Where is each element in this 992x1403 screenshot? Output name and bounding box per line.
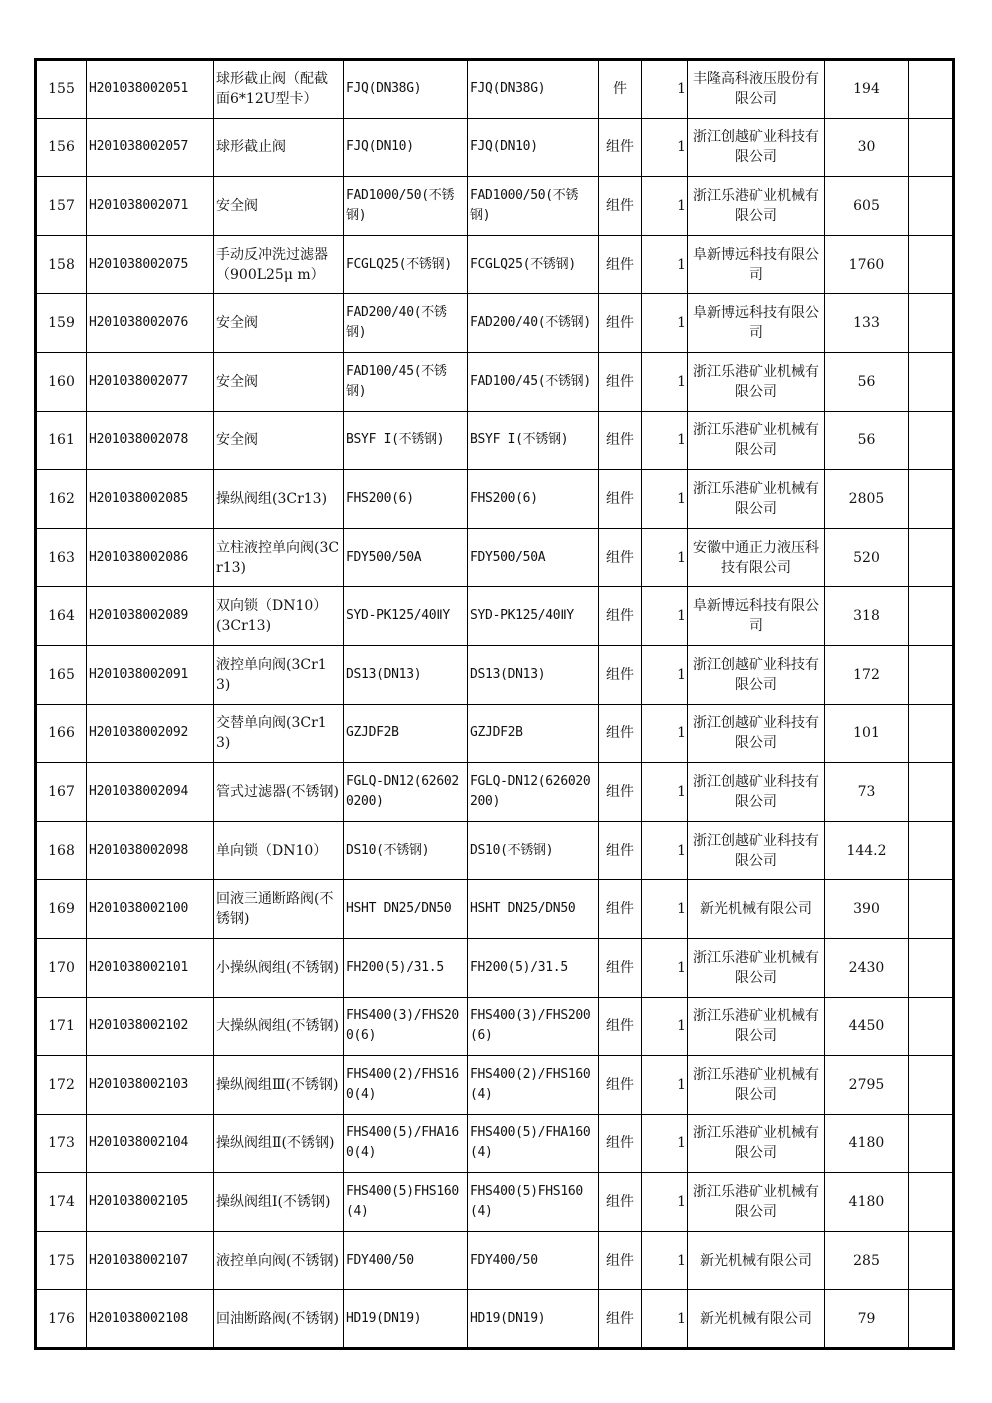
table-row: [36, 997, 954, 1056]
specification-cell: FH200(5)/31.5: [344, 938, 468, 997]
row-number-cell: 172: [36, 1056, 87, 1115]
model-number-cell: DS13(DN13): [468, 645, 599, 704]
specification-cell: FHS400(3)/FHS200(6): [344, 997, 468, 1056]
table-row: [36, 118, 954, 177]
model-number-cell: FJQ(DN10): [468, 118, 599, 177]
manufacturer-cell: 浙江乐港矿业机械有限公司: [688, 352, 825, 411]
material-code-cell: H201038002094: [87, 763, 214, 822]
quantity-cell: 1: [642, 1231, 688, 1290]
specification-cell: SYD-PK125/40ⅡY: [344, 587, 468, 646]
manufacturer-cell: 浙江乐港矿业机械有限公司: [688, 1173, 825, 1232]
unit-cell: 组件: [599, 1056, 642, 1115]
specification-cell: HD19(DN19): [344, 1290, 468, 1349]
manufacturer-cell: 浙江创越矿业科技有限公司: [688, 704, 825, 763]
manufacturer-cell: 浙江乐港矿业机械有限公司: [688, 411, 825, 470]
remarks-cell: [909, 177, 954, 236]
quantity-cell: 1: [642, 1114, 688, 1173]
unit-price-cell: 79: [825, 1290, 909, 1349]
item-name-cell: 回液三通断路阀(不锈钢): [214, 880, 344, 939]
row-number-cell: 173: [36, 1114, 87, 1173]
quantity-cell: 1: [642, 294, 688, 353]
model-number-cell: FGLQ-DN12(626020200): [468, 763, 599, 822]
manufacturer-cell: 丰隆高科液压股份有限公司: [688, 60, 825, 119]
remarks-cell: [909, 1114, 954, 1173]
specification-cell: FAD100/45(不锈钢): [344, 352, 468, 411]
manufacturer-cell: 浙江乐港矿业机械有限公司: [688, 938, 825, 997]
material-code-cell: H201038002091: [87, 645, 214, 704]
unit-price-cell: 1760: [825, 235, 909, 294]
remarks-cell: [909, 528, 954, 587]
remarks-cell: [909, 587, 954, 646]
specification-cell: BSYF I(不锈钢): [344, 411, 468, 470]
item-name-cell: 回油断路阀(不锈钢): [214, 1290, 344, 1349]
material-code-cell: H201038002077: [87, 352, 214, 411]
specification-cell: HSHT DN25/DN50: [344, 880, 468, 939]
table-row: [36, 1231, 954, 1290]
unit-cell: 件: [599, 60, 642, 119]
unit-price-cell: 2805: [825, 470, 909, 529]
item-name-cell: 安全阀: [214, 294, 344, 353]
unit-price-cell: 73: [825, 763, 909, 822]
unit-cell: 组件: [599, 587, 642, 646]
row-number-cell: 161: [36, 411, 87, 470]
row-number-cell: 165: [36, 645, 87, 704]
unit-cell: 组件: [599, 118, 642, 177]
remarks-cell: [909, 411, 954, 470]
model-number-cell: FHS200(6): [468, 470, 599, 529]
table-row: [36, 645, 954, 704]
model-number-cell: FAD1000/50(不锈钢): [468, 177, 599, 236]
material-code-cell: H201038002092: [87, 704, 214, 763]
unit-price-cell: 172: [825, 645, 909, 704]
manufacturer-cell: 浙江乐港矿业机械有限公司: [688, 470, 825, 529]
quantity-cell: 1: [642, 470, 688, 529]
manufacturer-cell: 浙江创越矿业科技有限公司: [688, 645, 825, 704]
row-number-cell: 156: [36, 118, 87, 177]
item-name-cell: 液控单向阀(3Cr13): [214, 645, 344, 704]
unit-cell: 组件: [599, 704, 642, 763]
table-row: [36, 235, 954, 294]
specification-cell: FDY400/50: [344, 1231, 468, 1290]
quantity-cell: 1: [642, 528, 688, 587]
material-code-cell: H201038002085: [87, 470, 214, 529]
unit-cell: 组件: [599, 411, 642, 470]
remarks-cell: [909, 1173, 954, 1232]
table-row: [36, 1173, 954, 1232]
model-number-cell: FAD200/40(不锈钢): [468, 294, 599, 353]
manufacturer-cell: 新光机械有限公司: [688, 1231, 825, 1290]
unit-cell: 组件: [599, 235, 642, 294]
model-number-cell: SYD-PK125/40ⅡY: [468, 587, 599, 646]
manufacturer-cell: 浙江创越矿业科技有限公司: [688, 118, 825, 177]
material-code-cell: H201038002086: [87, 528, 214, 587]
table-row: [36, 60, 954, 119]
specification-cell: FCGLQ25(不锈钢): [344, 235, 468, 294]
material-code-cell: H201038002098: [87, 821, 214, 880]
material-code-cell: H201038002075: [87, 235, 214, 294]
specification-cell: FHS200(6): [344, 470, 468, 529]
remarks-cell: [909, 997, 954, 1056]
material-code-cell: H201038002104: [87, 1114, 214, 1173]
table-row: [36, 821, 954, 880]
row-number-cell: 164: [36, 587, 87, 646]
quantity-cell: 1: [642, 938, 688, 997]
unit-cell: 组件: [599, 821, 642, 880]
specification-cell: GZJDF2B: [344, 704, 468, 763]
specification-cell: FHS400(2)/FHS160(4): [344, 1056, 468, 1115]
row-number-cell: 158: [36, 235, 87, 294]
material-code-cell: H201038002051: [87, 60, 214, 119]
manufacturer-cell: 阜新博远科技有限公司: [688, 587, 825, 646]
row-number-cell: 163: [36, 528, 87, 587]
row-number-cell: 174: [36, 1173, 87, 1232]
model-number-cell: FHS400(2)/FHS160(4): [468, 1056, 599, 1115]
model-number-cell: FAD100/45(不锈钢): [468, 352, 599, 411]
specification-cell: FJQ(DN38G): [344, 60, 468, 119]
quantity-cell: 1: [642, 352, 688, 411]
remarks-cell: [909, 938, 954, 997]
model-number-cell: FDY400/50: [468, 1231, 599, 1290]
unit-price-cell: 4450: [825, 997, 909, 1056]
unit-price-cell: 318: [825, 587, 909, 646]
remarks-cell: [909, 821, 954, 880]
table-row: [36, 470, 954, 529]
quantity-cell: 1: [642, 704, 688, 763]
unit-price-cell: 2795: [825, 1056, 909, 1115]
unit-price-cell: 30: [825, 118, 909, 177]
table-row: [36, 1114, 954, 1173]
row-number-cell: 176: [36, 1290, 87, 1349]
specification-cell: FJQ(DN10): [344, 118, 468, 177]
quantity-cell: 1: [642, 821, 688, 880]
remarks-cell: [909, 1290, 954, 1349]
quantity-cell: 1: [642, 60, 688, 119]
unit-cell: 组件: [599, 470, 642, 529]
quantity-cell: 1: [642, 118, 688, 177]
item-name-cell: 交替单向阀(3Cr13): [214, 704, 344, 763]
manufacturer-cell: 阜新博远科技有限公司: [688, 294, 825, 353]
unit-price-cell: 4180: [825, 1173, 909, 1232]
item-name-cell: 球形截止阀（配截面6*12U型卡）: [214, 60, 344, 119]
quantity-cell: 1: [642, 1056, 688, 1115]
unit-cell: 组件: [599, 1173, 642, 1232]
item-name-cell: 球形截止阀: [214, 118, 344, 177]
unit-cell: 组件: [599, 177, 642, 236]
remarks-cell: [909, 645, 954, 704]
quantity-cell: 1: [642, 177, 688, 236]
table-row: [36, 177, 954, 236]
parts-table-sheet: [34, 58, 952, 1350]
row-number-cell: 159: [36, 294, 87, 353]
model-number-cell: FHS400(5)FHS160(4): [468, 1173, 599, 1232]
material-code-cell: H201038002105: [87, 1173, 214, 1232]
row-number-cell: 167: [36, 763, 87, 822]
material-code-cell: H201038002057: [87, 118, 214, 177]
remarks-cell: [909, 235, 954, 294]
model-number-cell: HD19(DN19): [468, 1290, 599, 1349]
material-code-cell: H201038002107: [87, 1231, 214, 1290]
specification-cell: FHS400(5)/FHA160(4): [344, 1114, 468, 1173]
table-row: [36, 587, 954, 646]
table-row: [36, 1056, 954, 1115]
manufacturer-cell: 新光机械有限公司: [688, 880, 825, 939]
manufacturer-cell: 安徽中通正力液压科技有限公司: [688, 528, 825, 587]
specification-cell: FAD200/40(不锈钢): [344, 294, 468, 353]
quantity-cell: 1: [642, 411, 688, 470]
manufacturer-cell: 新光机械有限公司: [688, 1290, 825, 1349]
manufacturer-cell: 浙江乐港矿业机械有限公司: [688, 997, 825, 1056]
item-name-cell: 安全阀: [214, 177, 344, 236]
specification-cell: DS13(DN13): [344, 645, 468, 704]
model-number-cell: FCGLQ25(不锈钢): [468, 235, 599, 294]
model-number-cell: GZJDF2B: [468, 704, 599, 763]
specification-cell: FHS400(5)FHS160(4): [344, 1173, 468, 1232]
quantity-cell: 1: [642, 763, 688, 822]
table-row: [36, 763, 954, 822]
unit-price-cell: 4180: [825, 1114, 909, 1173]
model-number-cell: HSHT DN25/DN50: [468, 880, 599, 939]
unit-cell: 组件: [599, 1114, 642, 1173]
model-number-cell: DS10(不锈钢): [468, 821, 599, 880]
material-code-cell: H201038002071: [87, 177, 214, 236]
item-name-cell: 操纵阀组(3Cr13): [214, 470, 344, 529]
unit-price-cell: 390: [825, 880, 909, 939]
table-row: [36, 1290, 954, 1349]
unit-price-cell: 144.2: [825, 821, 909, 880]
model-number-cell: FDY500/50A: [468, 528, 599, 587]
item-name-cell: 双向锁（DN10）(3Cr13): [214, 587, 344, 646]
remarks-cell: [909, 60, 954, 119]
remarks-cell: [909, 704, 954, 763]
unit-cell: 组件: [599, 645, 642, 704]
item-name-cell: 液控单向阀(不锈钢): [214, 1231, 344, 1290]
quantity-cell: 1: [642, 587, 688, 646]
specification-cell: FAD1000/50(不锈钢): [344, 177, 468, 236]
material-code-cell: H201038002101: [87, 938, 214, 997]
material-code-cell: H201038002100: [87, 880, 214, 939]
unit-cell: 组件: [599, 997, 642, 1056]
item-name-cell: 操纵阀组Ⅰ(不锈钢): [214, 1173, 344, 1232]
row-number-cell: 157: [36, 177, 87, 236]
row-number-cell: 155: [36, 60, 87, 119]
unit-price-cell: 56: [825, 352, 909, 411]
model-number-cell: FHS400(5)/FHA160(4): [468, 1114, 599, 1173]
unit-cell: 组件: [599, 1231, 642, 1290]
table-row: [36, 352, 954, 411]
table-row: [36, 938, 954, 997]
item-name-cell: 安全阀: [214, 352, 344, 411]
row-number-cell: 162: [36, 470, 87, 529]
unit-price-cell: 285: [825, 1231, 909, 1290]
remarks-cell: [909, 763, 954, 822]
item-name-cell: 管式过滤器(不锈钢): [214, 763, 344, 822]
item-name-cell: 立柱液控单向阀(3Cr13): [214, 528, 344, 587]
quantity-cell: 1: [642, 1290, 688, 1349]
unit-price-cell: 605: [825, 177, 909, 236]
material-code-cell: H201038002089: [87, 587, 214, 646]
model-number-cell: FH200(5)/31.5: [468, 938, 599, 997]
table-row: [36, 411, 954, 470]
quantity-cell: 1: [642, 1173, 688, 1232]
item-name-cell: 大操纵阀组(不锈钢): [214, 997, 344, 1056]
item-name-cell: 操纵阀组Ⅱ(不锈钢): [214, 1114, 344, 1173]
material-code-cell: H201038002108: [87, 1290, 214, 1349]
manufacturer-cell: 浙江乐港矿业机械有限公司: [688, 1056, 825, 1115]
remarks-cell: [909, 294, 954, 353]
manufacturer-cell: 浙江创越矿业科技有限公司: [688, 821, 825, 880]
row-number-cell: 168: [36, 821, 87, 880]
specification-cell: DS10(不锈钢): [344, 821, 468, 880]
unit-cell: 组件: [599, 938, 642, 997]
row-number-cell: 175: [36, 1231, 87, 1290]
item-name-cell: 安全阀: [214, 411, 344, 470]
remarks-cell: [909, 352, 954, 411]
unit-price-cell: 520: [825, 528, 909, 587]
model-number-cell: BSYF I(不锈钢): [468, 411, 599, 470]
specification-cell: FDY500/50A: [344, 528, 468, 587]
item-name-cell: 单向锁（DN10）: [214, 821, 344, 880]
table-row: [36, 880, 954, 939]
specification-cell: FGLQ-DN12(626020200): [344, 763, 468, 822]
material-code-cell: H201038002102: [87, 997, 214, 1056]
row-number-cell: 160: [36, 352, 87, 411]
unit-price-cell: 194: [825, 60, 909, 119]
material-code-cell: H201038002078: [87, 411, 214, 470]
quantity-cell: 1: [642, 997, 688, 1056]
item-name-cell: 操纵阀组Ⅲ(不锈钢): [214, 1056, 344, 1115]
table-row: [36, 528, 954, 587]
unit-price-cell: 101: [825, 704, 909, 763]
row-number-cell: 169: [36, 880, 87, 939]
table-row: [36, 704, 954, 763]
row-number-cell: 170: [36, 938, 87, 997]
quantity-cell: 1: [642, 645, 688, 704]
table-row: [36, 294, 954, 353]
row-number-cell: 171: [36, 997, 87, 1056]
unit-price-cell: 133: [825, 294, 909, 353]
parts-table: [34, 58, 955, 1350]
unit-cell: 组件: [599, 1290, 642, 1349]
unit-cell: 组件: [599, 294, 642, 353]
manufacturer-cell: 浙江乐港矿业机械有限公司: [688, 177, 825, 236]
material-code-cell: H201038002103: [87, 1056, 214, 1115]
model-number-cell: FJQ(DN38G): [468, 60, 599, 119]
quantity-cell: 1: [642, 235, 688, 294]
material-code-cell: H201038002076: [87, 294, 214, 353]
item-name-cell: 小操纵阀组(不锈钢): [214, 938, 344, 997]
unit-cell: 组件: [599, 352, 642, 411]
remarks-cell: [909, 1231, 954, 1290]
remarks-cell: [909, 1056, 954, 1115]
unit-price-cell: 2430: [825, 938, 909, 997]
unit-cell: 组件: [599, 528, 642, 587]
manufacturer-cell: 浙江创越矿业科技有限公司: [688, 763, 825, 822]
item-name-cell: 手动反冲洗过滤器（900L25μ m）: [214, 235, 344, 294]
unit-cell: 组件: [599, 763, 642, 822]
remarks-cell: [909, 470, 954, 529]
row-number-cell: 166: [36, 704, 87, 763]
remarks-cell: [909, 118, 954, 177]
unit-price-cell: 56: [825, 411, 909, 470]
model-number-cell: FHS400(3)/FHS200(6): [468, 997, 599, 1056]
manufacturer-cell: 浙江乐港矿业机械有限公司: [688, 1114, 825, 1173]
manufacturer-cell: 阜新博远科技有限公司: [688, 235, 825, 294]
quantity-cell: 1: [642, 880, 688, 939]
unit-cell: 组件: [599, 880, 642, 939]
remarks-cell: [909, 880, 954, 939]
